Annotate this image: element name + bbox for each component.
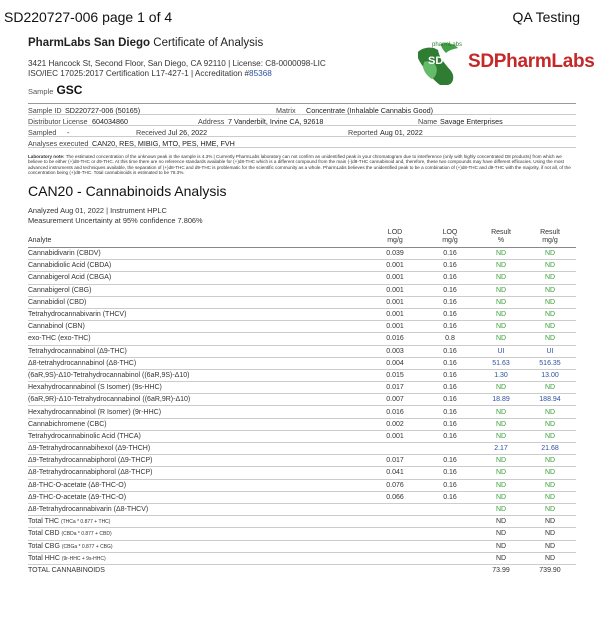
lod-value: 0.076 [368, 479, 422, 491]
result-percent: ND [478, 333, 524, 345]
analyte-name: Tetrahydrocannabinol (Δ9-THC) [28, 345, 368, 357]
lod-value: 0.001 [368, 260, 422, 272]
analyses-label: Analyses executed [28, 138, 89, 148]
cannabinoids-results-table [28, 227, 576, 577]
analyte-name: Δ9-Tetrahydrocannabiphorol (Δ9-THCP) [28, 455, 368, 467]
result-mgg: ND [524, 406, 576, 418]
page-indicator: SD220727-006 page 1 of 4 [4, 9, 173, 25]
loq-value [422, 443, 478, 455]
result-percent: ND [478, 272, 524, 284]
lod-value: 0.004 [368, 357, 422, 369]
lod-value: 0.001 [368, 308, 422, 320]
loq-value: 0.16 [422, 418, 478, 430]
result-mgg: ND [524, 272, 576, 284]
laboratory-note [28, 154, 576, 176]
analyte-name: (6aR,9S)-Δ10-Tetrahydrocannabinol ((6aR,9S)-Δ10) [28, 369, 368, 381]
lod-value [368, 503, 422, 515]
table-row [28, 260, 576, 272]
result-percent: ND [478, 552, 524, 564]
result-mgg: ND [524, 528, 576, 540]
table-row [28, 479, 576, 491]
result-mgg: ND [524, 321, 576, 333]
result-mgg: ND [524, 467, 576, 479]
result-percent: ND [478, 491, 524, 503]
table-row [28, 491, 576, 503]
qa-testing-label: QA Testing [512, 9, 580, 25]
table-row [28, 248, 576, 260]
instrument-label: Instrument [110, 206, 145, 215]
loq-value: 0.16 [422, 394, 478, 406]
lod-value: 0.017 [368, 455, 422, 467]
analyte-name: Δ8-tetrahydrocannabinol (Δ8-THC) [28, 357, 368, 369]
table-row [28, 382, 576, 394]
info-row-analyses [28, 137, 576, 148]
total-row [28, 540, 576, 552]
table-row [28, 333, 576, 345]
name-value: Savage Enterprises [440, 116, 503, 126]
address-label: Address [198, 116, 225, 126]
analyte-name: Cannabidiolic Acid (CBDA) [28, 260, 368, 272]
result-percent: ND [478, 284, 524, 296]
result-percent: 1.30 [478, 369, 524, 381]
grand-total-mgg: 739.90 [539, 567, 561, 575]
result-percent: ND [478, 430, 524, 442]
analyte-name: Cannabigerol (CBG) [28, 284, 368, 296]
logo-text: SDPharmLabs [468, 51, 595, 72]
analyte-name: Δ9-THC-O-acetate (Δ9-THC-O) [28, 491, 368, 503]
sample-id-label: Sample ID [28, 105, 62, 115]
analyzed-date: Aug 01, 2022 [60, 206, 105, 215]
lod-value [368, 552, 422, 564]
uncertainty-value: 7.806% [177, 216, 203, 225]
lod-value: 0.015 [368, 369, 422, 381]
matrix-value: Concentrate (Inhalable Cannabis Good) [306, 105, 434, 115]
loq-value: 0.16 [422, 479, 478, 491]
result-percent: ND [478, 382, 524, 394]
received-label: Received [136, 127, 166, 137]
loq-value [422, 552, 478, 564]
result-percent: ND [478, 260, 524, 272]
total-formula: (9r-HHC + 9s-HHC) [61, 555, 106, 562]
loq-value: 0.16 [422, 272, 478, 284]
total-row [28, 552, 576, 564]
result-percent: UI [478, 345, 524, 357]
name-label: Name [418, 116, 438, 126]
table-row [28, 394, 576, 406]
analyte-name: Hexahydrocannabinol (R Isomer) (9r-HHC) [28, 406, 368, 418]
loq-value: 0.16 [422, 491, 478, 503]
analyte-name: Cannabinol (CBN) [28, 321, 368, 333]
logo-arc-text: pharmLabs [432, 42, 463, 48]
result-mgg: ND [524, 308, 576, 320]
result-percent: ND [478, 308, 524, 320]
lod-value [368, 528, 422, 540]
result-mgg: ND [524, 540, 576, 552]
result-percent: ND [478, 406, 524, 418]
table-row [28, 503, 576, 515]
lod-value: 0.039 [368, 248, 422, 260]
lod-value: 0.007 [368, 394, 422, 406]
result-mgg: ND [524, 491, 576, 503]
loq-value: 0.16 [422, 369, 478, 381]
instrument-value: HPLC [147, 206, 167, 215]
lod-value: 0.041 [368, 467, 422, 479]
analyte-name: Tetrahydrocannabinolic Acid (THCA) [28, 430, 368, 442]
lod-value [368, 540, 422, 552]
table-row [28, 296, 576, 308]
info-row-distributor [28, 115, 576, 126]
lab-address: 3421 Hancock St, Second Floor, San Diego, CA 92110 | License: C8-0000098-LIC [28, 59, 326, 68]
logo-sd-letters: SD [428, 55, 444, 67]
analyte-name: Cannabichromene (CBC) [28, 418, 368, 430]
distributor-label: Distributor License [28, 116, 88, 126]
matrix-label: Matrix [276, 105, 296, 115]
analyte-name: Δ8-Tetrahydrocannabiphorol (Δ8-THCP) [28, 467, 368, 479]
table-row [28, 418, 576, 430]
result-mgg: 21.68 [524, 443, 576, 455]
loq-value [422, 516, 478, 528]
loq-value: 0.16 [422, 430, 478, 442]
sample-name: GSC [56, 83, 83, 97]
loq-value: 0.16 [422, 321, 478, 333]
result-percent: ND [478, 248, 524, 260]
lod-value: 0.016 [368, 333, 422, 345]
total-analyte [28, 528, 368, 540]
table-row [28, 467, 576, 479]
loq-value: 0.16 [422, 284, 478, 296]
total-name: Total CBD [28, 530, 60, 538]
total-name: Total CBG [28, 542, 60, 550]
accreditation-link[interactable]: 85368 [249, 69, 272, 78]
analyte-name: Cannabidivarin (CBDV) [28, 248, 368, 260]
result-mgg: 516.35 [524, 357, 576, 369]
reported-value: Aug 01, 2022 [380, 127, 423, 137]
lod-value [368, 443, 422, 455]
distributor-value: 604034860 [92, 116, 128, 126]
analyte-name: Hexahydrocannabinol (S Isomer) (9s-HHC) [28, 382, 368, 394]
table-row [28, 443, 576, 455]
loq-value [422, 528, 478, 540]
table-row [28, 406, 576, 418]
uncertainty-label: Measurement Uncertainty at 95% confidence [28, 216, 176, 225]
table-row [28, 284, 576, 296]
total-analyte [28, 516, 368, 528]
grand-total-label: TOTAL CANNABINOIDS [28, 567, 105, 575]
result-mgg: ND [524, 296, 576, 308]
result-percent: ND [478, 540, 524, 552]
result-mgg: ND [524, 516, 576, 528]
result-mgg: ND [524, 503, 576, 515]
total-name: Total HHC [28, 554, 60, 562]
lod-value: 0.001 [368, 296, 422, 308]
lod-value [368, 516, 422, 528]
info-row-sample-id [28, 104, 576, 115]
sample-id-value: SD220727-006 (50165) [65, 105, 141, 115]
lod-value: 0.016 [368, 406, 422, 418]
lod-value: 0.003 [368, 345, 422, 357]
result-mgg: 188.94 [524, 394, 576, 406]
analyte-name: (6aR,9R)-Δ10-Tetrahydrocannabinol ((6aR,9R)-Δ10) [28, 394, 368, 406]
result-mgg: ND [524, 382, 576, 394]
loq-value: 0.16 [422, 382, 478, 394]
result-mgg: ND [524, 248, 576, 260]
result-percent: ND [478, 479, 524, 491]
loq-value: 0.16 [422, 296, 478, 308]
iso-certification [28, 69, 272, 78]
table-row [28, 455, 576, 467]
header-result-mgg: Result mg/g [524, 227, 576, 248]
total-formula: (THCa * 0.877 + THC) [60, 519, 111, 526]
result-mgg: 13.00 [524, 369, 576, 381]
loq-value [422, 540, 478, 552]
loq-value: 0.16 [422, 260, 478, 272]
total-analyte [28, 552, 368, 564]
sampled-value: - [67, 127, 70, 137]
result-mgg: UI [524, 345, 576, 357]
result-percent: ND [478, 516, 524, 528]
result-mgg: ND [524, 479, 576, 491]
total-formula: (CBGa * 0.877 + CBG) [61, 543, 113, 550]
header-analyte: Analyte [28, 227, 368, 248]
result-percent: ND [478, 503, 524, 515]
info-row-dates [28, 126, 576, 137]
grand-total-percent: 73.99 [492, 567, 510, 575]
analyte-name: Cannabidiol (CBD) [28, 296, 368, 308]
sdpharmlabs-logo [408, 38, 595, 94]
table-row [28, 369, 576, 381]
lod-value: 0.001 [368, 284, 422, 296]
result-percent: ND [478, 296, 524, 308]
lod-value [368, 564, 422, 576]
lod-value: 0.017 [368, 382, 422, 394]
analyte-name: Tetrahydrocannabivarin (THCV) [28, 308, 368, 320]
result-mgg: ND [524, 333, 576, 345]
lod-value: 0.001 [368, 430, 422, 442]
lod-value: 0.002 [368, 418, 422, 430]
table-row [28, 308, 576, 320]
result-percent: ND [478, 321, 524, 333]
result-percent: 51.63 [478, 357, 524, 369]
loq-value: 0.16 [422, 345, 478, 357]
analysis-title: CAN20 - Cannabinoids Analysis [28, 183, 227, 199]
loq-value: 0.16 [422, 248, 478, 260]
loq-value [422, 503, 478, 515]
loq-value: 0.16 [422, 467, 478, 479]
table-header-row [28, 227, 576, 248]
table-row [28, 321, 576, 333]
header-result-percent: Result % [478, 227, 524, 248]
loq-value [422, 564, 478, 576]
total-formula: (CBDa * 0.877 + CBD) [61, 531, 112, 538]
result-percent: ND [478, 528, 524, 540]
sample-info-table [28, 103, 576, 148]
address-value: 7 Vanderbilt, Irvine CA, 92618 [228, 116, 324, 126]
result-percent: 18.89 [478, 394, 524, 406]
result-mgg: ND [524, 552, 576, 564]
loq-value: 0.16 [422, 308, 478, 320]
top-bar [0, 0, 600, 30]
result-percent: 2.17 [478, 443, 524, 455]
loq-value: 0.8 [422, 333, 478, 345]
total-row [28, 528, 576, 540]
iso-text: ISO/IEC 17025:2017 Certification L17-427-1 | Accreditation # [28, 69, 250, 78]
sampled-label: Sampled [28, 127, 57, 137]
result-mgg: ND [524, 284, 576, 296]
grand-total-row [28, 564, 576, 576]
sample-heading [28, 83, 82, 97]
total-analyte [28, 540, 368, 552]
lab-name: PharmLabs San Diego [28, 37, 151, 49]
coa-title: Certificate of Analysis [153, 37, 264, 49]
note-label: Laboratory note: [28, 154, 65, 159]
sample-label: Sample [28, 87, 54, 96]
table-row [28, 345, 576, 357]
header-loq: LOQ mg/g [422, 227, 478, 248]
analyte-name: exo-THC (exo-THC) [28, 333, 368, 345]
result-percent: ND [478, 467, 524, 479]
lod-value: 0.001 [368, 272, 422, 284]
loq-value: 0.16 [422, 357, 478, 369]
result-mgg: ND [524, 418, 576, 430]
analyte-name: Δ8-Tetrahydrocannabivarin (Δ8-THCV) [28, 503, 368, 515]
result-mgg: ND [524, 260, 576, 272]
received-value: Jul 26, 2022 [168, 127, 208, 137]
california-leaf-icon [408, 38, 470, 94]
analyzed-label: Analyzed [28, 206, 59, 215]
analyzed-line: Analyzed Aug 01, 2022 | Instrument HPLC [28, 206, 167, 215]
lod-value: 0.001 [368, 321, 422, 333]
table-row [28, 430, 576, 442]
note-text: The estimated concentration of the unknown peak in the sample is 4.3% | Currently PharmLabs laboratory can not confirm an unidentified peak in your chromatogram due to interference (only with highly concentrated D8 products) from which we believe to be either (+)d8-THC or d9-THC. At this time there are no reference standards available for (+)d8-THC which is a different compound from the main (-)d8-THC cannabinoid and, therefore, these two compounds may have different efficacies. Using the most advanced instruments and techniques available, the separation of (+)d8-THC and d9-THC is problematic for the scientific community as a whole. PharmLabs believes the unidentified peak to be a combination of (+)d8-THC and d9-THC with the majority, if not all, of the concentration being (+)d8-THC. Total cannabinoids is estimated to be 78.3%. [28, 154, 571, 176]
analyte-name: Δ8-THC-O-acetate (Δ8-THC-O) [28, 479, 368, 491]
result-mgg: ND [524, 455, 576, 467]
total-row [28, 516, 576, 528]
reported-label: Reported [348, 127, 378, 137]
result-percent: ND [478, 455, 524, 467]
result-mgg: ND [524, 430, 576, 442]
table-row [28, 357, 576, 369]
certificate-document [0, 30, 600, 629]
table-row [28, 272, 576, 284]
analyses-value: CAN20, RES, MIBIG, MTO, PES, HME, FVH [92, 138, 235, 148]
total-name: Total THC [28, 518, 59, 526]
uncertainty-line [28, 216, 203, 225]
analyte-name: Δ9-Tetrahydrocannabihexol (Δ9-THCH) [28, 443, 368, 455]
loq-value: 0.16 [422, 406, 478, 418]
loq-value: 0.16 [422, 455, 478, 467]
lab-title [28, 37, 263, 49]
header-lod: LOD mg/g [368, 227, 422, 248]
lod-value: 0.066 [368, 491, 422, 503]
result-percent: ND [478, 418, 524, 430]
analyte-name: Cannabigerol Acid (CBGA) [28, 272, 368, 284]
